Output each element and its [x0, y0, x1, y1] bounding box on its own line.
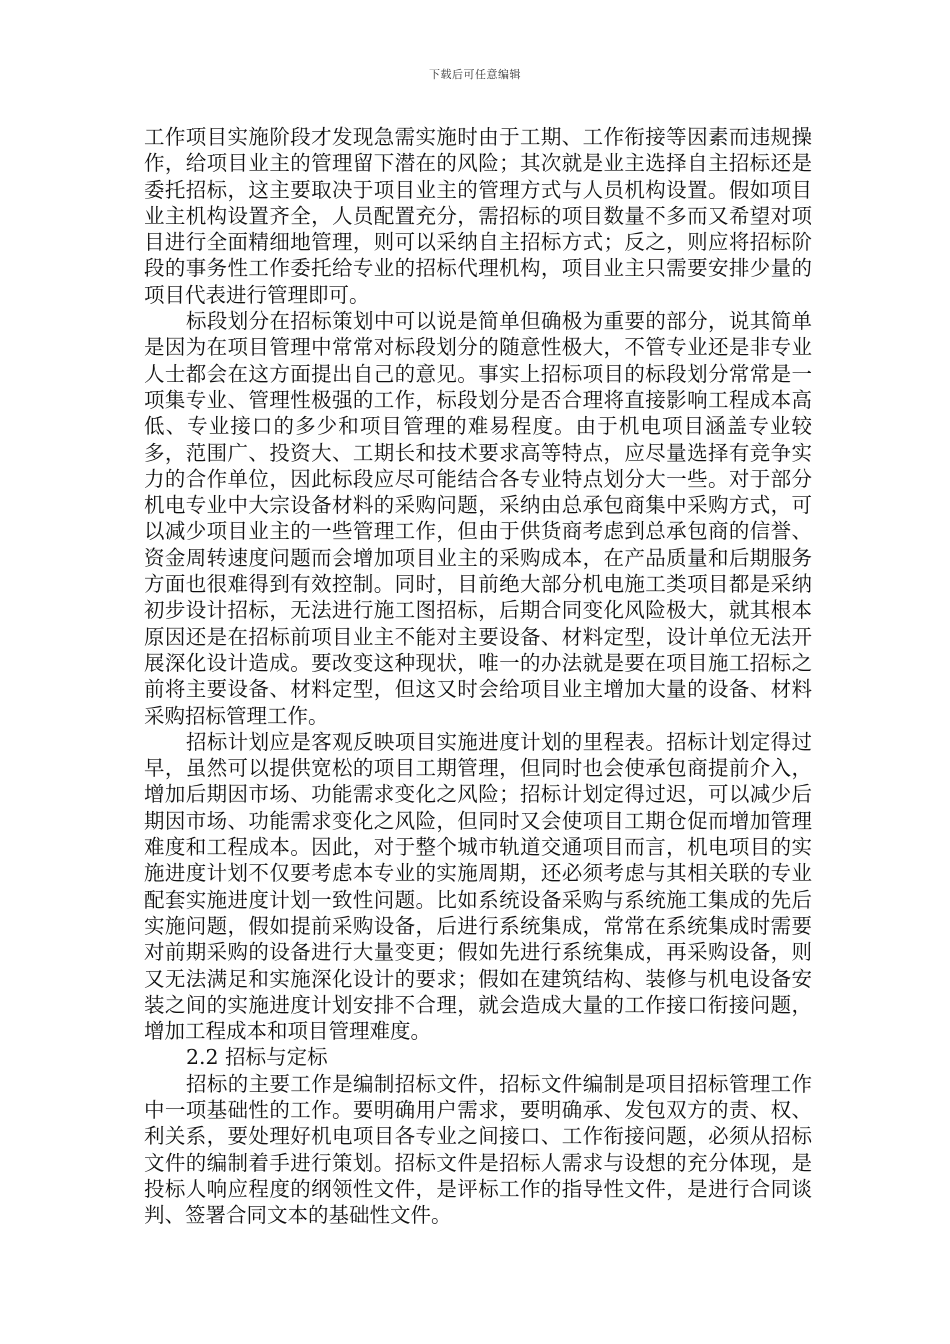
paragraph-tender-sections: 标段划分在招标策划中可以说是简单但确极为重要的部分，说其简单是因为在项目管理中常常对标段划分的随意性极大，不管专业还是非专业人士都会在这方面提出自己的意见。事实上招标项目的标段划分常常是一项集专业、管理性极强的工作，标段划分是否合理将直接影响工程成本高低、专业接口的多少和项目管理的难易程度。由于机电项目涵盖专业较多，范围广、投资大、工期长和技术要求高等特点，应尽量选择有竞争实力的合作单位，因此标段应尽可能结合各专业特点划分大一些。对于部分机电专业中大宗设备材料的采购问题，采纳由总承包商集中采购方式，可以减少项目业主的一些管理工作，但由于供货商考虑到总承包商的信誉、资金周转速度问题而会增加项目业主的采购成本，在产品质量和后期服务方面也很难得到有效控制。同时，目前绝大部分机电施工类项目都是采纳初步设计招标，无法进行施工图招标，后期合同变化风险极大，就其根本原因还是在招标前项目业主不能对主要设备、材料定型，设计单位无法开展深化设计造成。要改变这种现状，唯一的办法就是要在项目施工招标之前将主要设备、材料定型，但这又时会给项目业主增加大量的设备、材料采购招标管理工作。: [144, 309, 812, 728]
paragraph-continuation: 工作项目实施阶段才发现急需实施时由于工期、工作衔接等因素而违规操作，给项目业主的管理留下潜在的风险；其次就是业主选择自主招标还是委托招标，这主要取决于项目业主的管理方式与人员机构设置。假如项目业主机构设置齐全，人员配置充分，需招标的项目数量不多而又希望对项目进行全面精细地管理，则可以采纳自主招标方式；反之，则应将招标阶段的事务性工作委托给专业的招标代理机构，项目业主只需要安排少量的项目代表进行管理即可。: [144, 125, 812, 307]
paragraph-tender-documents: 招标的主要工作是编制招标文件，招标文件编制是项目招标管理工作中一项基础性的工作。要明确用户需求，要明确承、发包双方的责、权、利关系，要处理好机电项目各专业之间接口、工作衔接问题，必须从招标文件的编制着手进行策划。招标文件是招标人需求与设想的充分体现，是投标人响应程度的纲领性文件，是评标工作的指导性文件，是进行合同谈判、签署合同文本的基础性文件。: [144, 1071, 812, 1228]
section-heading: 2.2 招标与定标: [186, 1045, 328, 1070]
paragraph-tender-plan: 招标计划应是客观反映项目实施进度计划的里程表。招标计划定得过早，虽然可以提供宽松的项目工期管理，但同时也会使承包商提前介入，增加后期因市场、功能需求变化之风险；招标计划定得过迟，可以减少后期因市场、功能需求变化之风险，但同时又会使项目工期仓促而增加管理难度和工程成本。因此，对于整个城市轨道交通项目而言，机电项目的实施进度计划不仅要考虑本专业的实施周期，还必须考虑与其相关联的专业配套实施进度计划一致性问题。比如系统设备采购与系统施工集成的先后实施问题，假如提前采购设备，后进行系统集成，常常在系统集成时需要对前期采购的设备进行大量变更；假如先进行系统集成，再采购设备，则又无法满足和实施深化设计的要求；假如在建筑结构、装修与机电设备安装之间的实施进度计划安排不合理，就会造成大量的工作接口衔接问题，增加工程成本和项目管理难度。: [144, 729, 812, 1044]
page-header: 下载后可任意编辑: [429, 68, 521, 81]
document-body: [144, 124, 812, 1228]
